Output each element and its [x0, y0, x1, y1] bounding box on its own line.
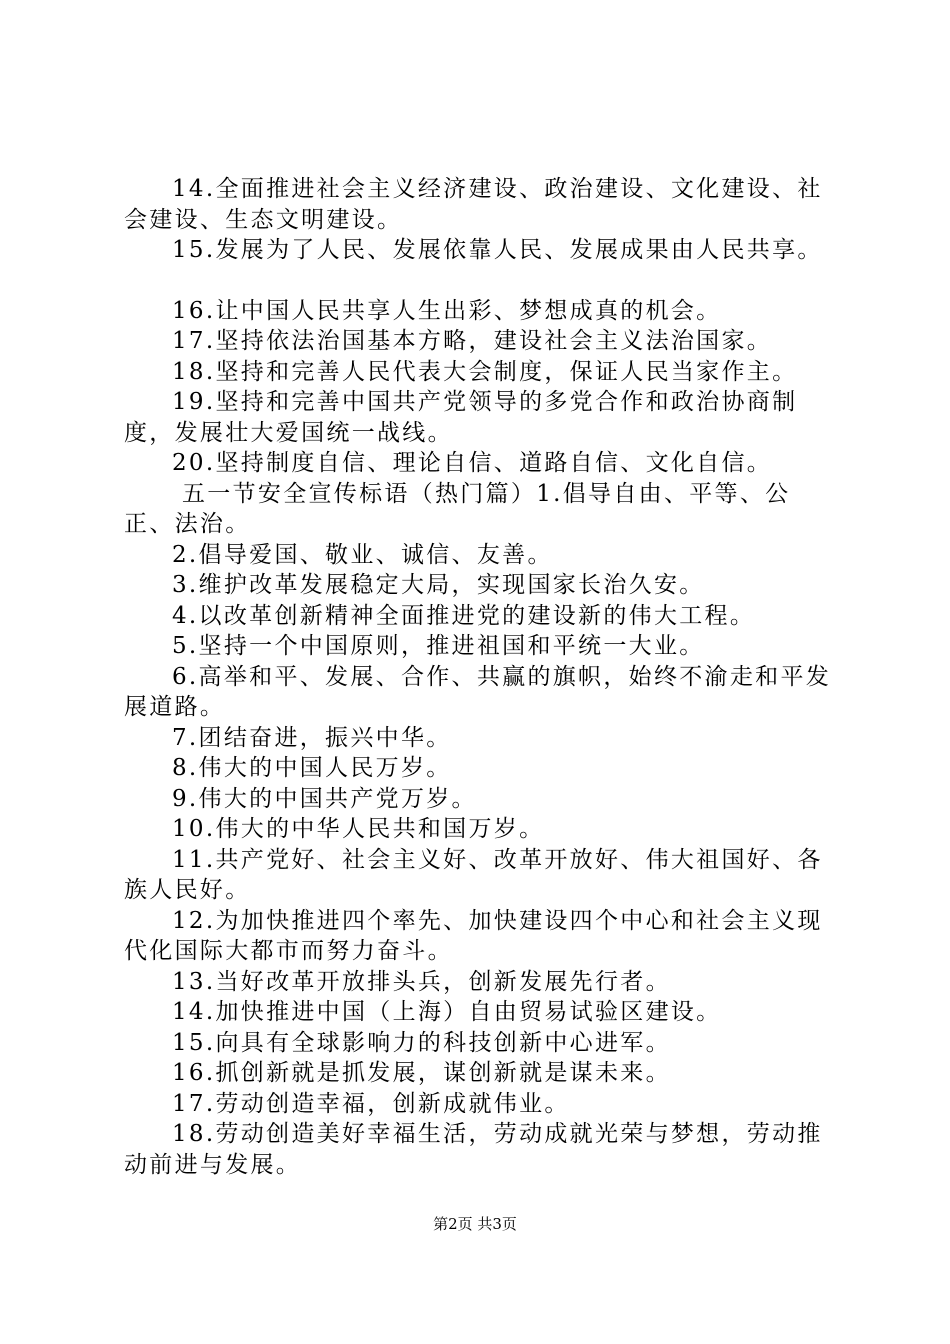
- paragraph-17: 10.伟大的中华人民共和国万岁。: [172, 816, 545, 842]
- paragraph-9: 2.倡导爱国、敬业、诚信、友善。: [172, 541, 553, 568]
- paragraph-15: 8.伟大的中国人民万岁。: [172, 755, 452, 781]
- paragraph-6: 19.坚持和完善中国共产党领导的多党合作和政治协商制度，发展壮大爱国统一战线。: [124, 389, 798, 446]
- paragraph-4: 17.坚持依法治国基本方略，建设社会主义法治国家。: [172, 328, 773, 354]
- document-body: [124, 174, 832, 1180]
- paragraph-3: 16.让中国人民共享人生出彩、梦想成真的机会。: [172, 297, 722, 324]
- paragraph-1: 14.全面推进社会主义经济建设、政治建设、文化建设、社会建设、生态文明建设。: [124, 176, 823, 233]
- paragraph-20: 13.当好改革开放排头兵，创新发展先行者。: [172, 968, 671, 995]
- paragraph-19: 12.为加快推进四个率先、加快建设四个中心和社会主义现代化国际大都市而努力奋斗。: [124, 907, 823, 964]
- section-heading-paragraph: 五一节安全宣传标语（热门篇）1.倡导自由、平等、公正、法治。: [124, 480, 791, 537]
- paragraph-13: 6.高举和平、发展、合作、共赢的旗帜，始终不渝走和平发展道路。: [124, 663, 832, 720]
- paragraph-14: 7.团结奋进，振兴中华。: [172, 724, 452, 751]
- page-number-footer: 第2页 共3页: [433, 1215, 517, 1233]
- paragraph-23: 16.抓创新就是抓发展，谋创新就是谋未来。: [172, 1060, 671, 1086]
- paragraph-7: 20.坚持制度自信、理论自信、道路自信、文化自信。: [172, 450, 773, 476]
- paragraph-25: 18.劳动创造美好幸福生活，劳动成就光荣与梦想，劳动推动前进与发展。: [124, 1121, 823, 1178]
- paragraph-11: 4.以改革创新精神全面推进党的建设新的伟大工程。: [172, 602, 756, 629]
- paragraph-5: 18.坚持和完善人民代表大会制度，保证人民当家作主。: [172, 358, 798, 385]
- paragraph-21: 14.加快推进中国（上海）自由贸易试验区建设。: [172, 999, 722, 1025]
- paragraph-2: 15.发展为了人民、发展依靠人民、发展成果由人民共享。: [172, 237, 823, 263]
- paragraph-24: 17.劳动创造幸福，创新成就伟业。: [172, 1090, 570, 1117]
- paragraph-18: 11.共产党好、社会主义好、改革开放好、伟大祖国好、各族人民好。: [124, 846, 823, 903]
- paragraph-16: 9.伟大的中国共产党万岁。: [172, 785, 477, 812]
- paragraph-10: 3.维护改革发展稳定大局，实现国家长治久安。: [172, 572, 705, 598]
- paragraph-22: 15.向具有全球影响力的科技创新中心进军。: [172, 1029, 671, 1056]
- paragraph-12: 5.坚持一个中国原则，推进祖国和平统一大业。: [172, 633, 705, 659]
